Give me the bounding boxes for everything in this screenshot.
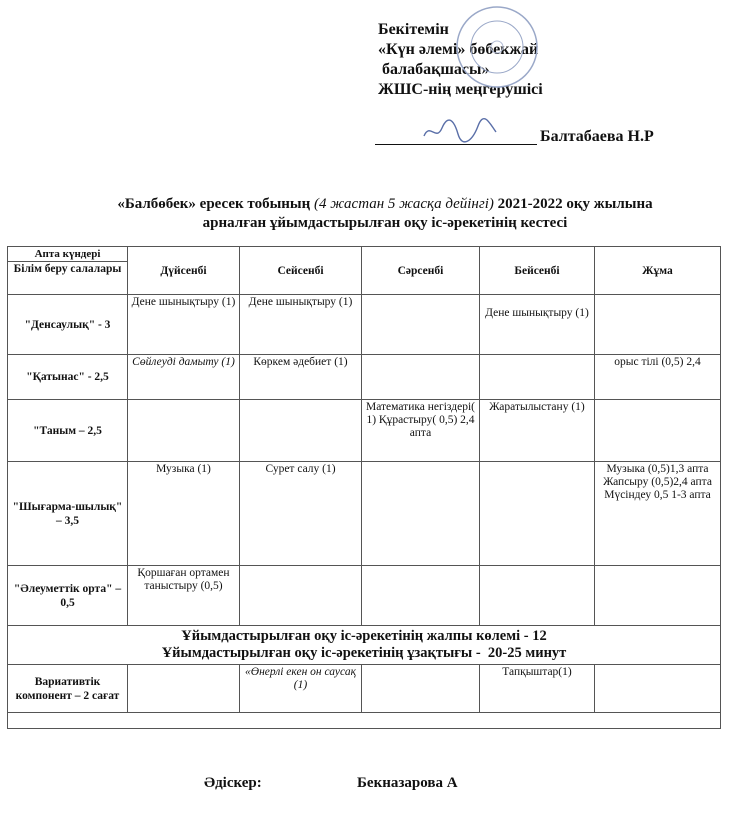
day-header-friday: Жұма xyxy=(595,247,721,295)
table-cell: «Өнерлі екен он саусақ (1) xyxy=(240,665,362,713)
area-creativity: "Шығарма-шылық" – 3,5 xyxy=(8,462,128,566)
approval-line-1: Бекітемін xyxy=(378,21,449,38)
methodologist-label: Әдіскер: xyxy=(204,775,262,791)
empty-cell xyxy=(8,713,721,729)
document-title xyxy=(60,195,710,233)
table-cell: Сурет салу (1) xyxy=(240,462,362,566)
title-suffix: 2021-2022 оқу жылына xyxy=(493,196,653,212)
day-header-monday: Дүйсенбі xyxy=(128,247,240,295)
area-social: "Әлеуметтік орта" – 0,5 xyxy=(8,566,128,626)
table-cell xyxy=(595,295,721,355)
summary-total-volume: Ұйымдастырылған оқу іс-әрекетінің жалпы көлемі - 12 xyxy=(181,628,547,644)
day-header-wednesday: Сәрсенбі xyxy=(362,247,480,295)
table-cell xyxy=(240,400,362,462)
table-row xyxy=(8,665,721,713)
summary-row xyxy=(8,626,721,665)
table-cell xyxy=(480,566,595,626)
table-row xyxy=(8,400,721,462)
empty-row xyxy=(8,713,721,729)
area-communication: "Қатынас" - 2,5 xyxy=(8,355,128,400)
table-cell xyxy=(362,566,480,626)
table-row xyxy=(8,355,721,400)
director-name: Балтабаева Н.Р xyxy=(540,128,654,145)
area-cognition: "Таным – 2,5 xyxy=(8,400,128,462)
table-cell: Математика негіздері( 1) Құрастыру( 0,5) 2,4 апта xyxy=(362,400,480,462)
table-cell: орыс тілі (0,5) 2,4 xyxy=(595,355,721,400)
signature-line xyxy=(375,144,537,145)
title-prefix: «Балбөбек» ересек тобының xyxy=(117,196,315,212)
table-cell: Тапқыштар(1) xyxy=(480,665,595,713)
table-cell: Көркем әдебиет (1) xyxy=(240,355,362,400)
table-cell xyxy=(480,462,595,566)
table-cell xyxy=(362,355,480,400)
table-cell: Дене шынықтыру (1) xyxy=(480,295,595,355)
table-cell: Жаратылыстану (1) xyxy=(480,400,595,462)
table-cell xyxy=(480,355,595,400)
area-health: "Денсаулық" - 3 xyxy=(8,295,128,355)
approval-line-2: «Күн әлемі» бөбекжай xyxy=(378,41,539,58)
approval-line-4: ЖШС-нің меңгерушісі xyxy=(378,81,543,98)
table-cell: Дене шынықтыру (1) xyxy=(240,295,362,355)
table-cell xyxy=(128,400,240,462)
table-cell: Дене шынықтыру (1) xyxy=(128,295,240,355)
table-row xyxy=(8,566,721,626)
day-header-thursday: Бейсенбі xyxy=(480,247,595,295)
table-cell xyxy=(362,295,480,355)
table-cell: Сөйлеуді дамыту (1) xyxy=(128,355,240,400)
table-header-row xyxy=(8,247,721,262)
schedule-table xyxy=(7,246,721,729)
title-line-2: арналған ұйымдастырылған оқу іс-әрекетінің кестесі xyxy=(202,215,568,231)
day-header-tuesday: Сейсенбі xyxy=(240,247,362,295)
table-cell xyxy=(362,665,480,713)
stamp-seal-icon xyxy=(452,2,542,92)
table-cell xyxy=(595,566,721,626)
methodologist-name: Бекназарова А xyxy=(357,775,458,791)
table-row xyxy=(8,462,721,566)
education-areas-header: Білім беру салалары xyxy=(8,262,128,295)
week-days-header: Апта күндері xyxy=(8,247,128,262)
area-variative: Вариативтік компонент – 2 сағат xyxy=(8,665,128,713)
table-cell xyxy=(595,665,721,713)
table-row xyxy=(8,295,721,355)
signature-icon xyxy=(420,116,500,146)
table-cell xyxy=(128,665,240,713)
summary-duration: Ұйымдастырылған оқу іс-әрекетінің ұзақтығы - 20-25 минут xyxy=(161,645,567,661)
title-age-range: (4 жастан 5 жасқа дейінгі) xyxy=(314,196,494,212)
table-cell xyxy=(595,400,721,462)
table-cell: Музыка (0,5)1,3 апта Жапсыру (0,5)2,4 апта Мүсіндеу 0,5 1-3 апта xyxy=(595,462,721,566)
table-cell xyxy=(362,462,480,566)
table-cell: Музыка (1) xyxy=(128,462,240,566)
summary-cell xyxy=(8,626,721,665)
table-cell: Қоршаған ортамен таныстыру (0,5) xyxy=(128,566,240,626)
approval-line-3: балабақшасы» xyxy=(378,61,490,78)
table-cell xyxy=(240,566,362,626)
